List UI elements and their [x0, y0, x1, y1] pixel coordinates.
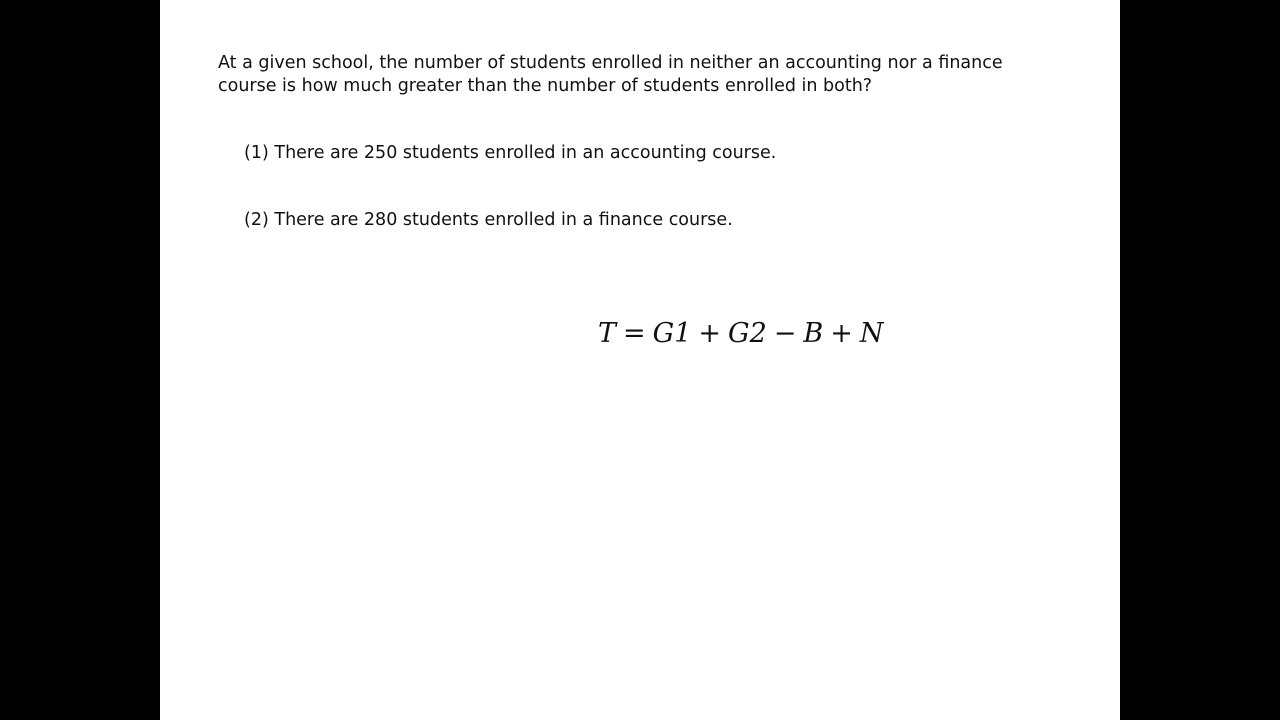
statement-1-text: There are 250 students enrolled in an accounting course. — [274, 143, 777, 163]
statement-1 — [244, 142, 776, 165]
statement-1-label: (1) — [244, 143, 269, 163]
equation-both: B — [803, 318, 824, 349]
equation-plus-2: + — [830, 318, 853, 349]
equation-plus-1: + — [698, 318, 722, 349]
question-text: At a given school, the number of students enrolled in neither an accounting nor a finance course is how much greater than the number of students enrolled in both? — [218, 53, 1003, 96]
equation-total: T — [598, 318, 617, 349]
equation-neither: N — [859, 318, 884, 349]
equation — [598, 316, 883, 352]
equation-group-1: G1 — [652, 318, 692, 349]
statement-2-text: There are 280 students enrolled in a finance course. — [274, 210, 733, 230]
equation-minus: − — [773, 318, 797, 349]
statement-2-label: (2) — [244, 210, 269, 230]
statement-2 — [244, 209, 733, 232]
equation-group-2: G2 — [728, 318, 767, 349]
slide — [160, 0, 1120, 720]
equation-equals: = — [623, 318, 646, 349]
